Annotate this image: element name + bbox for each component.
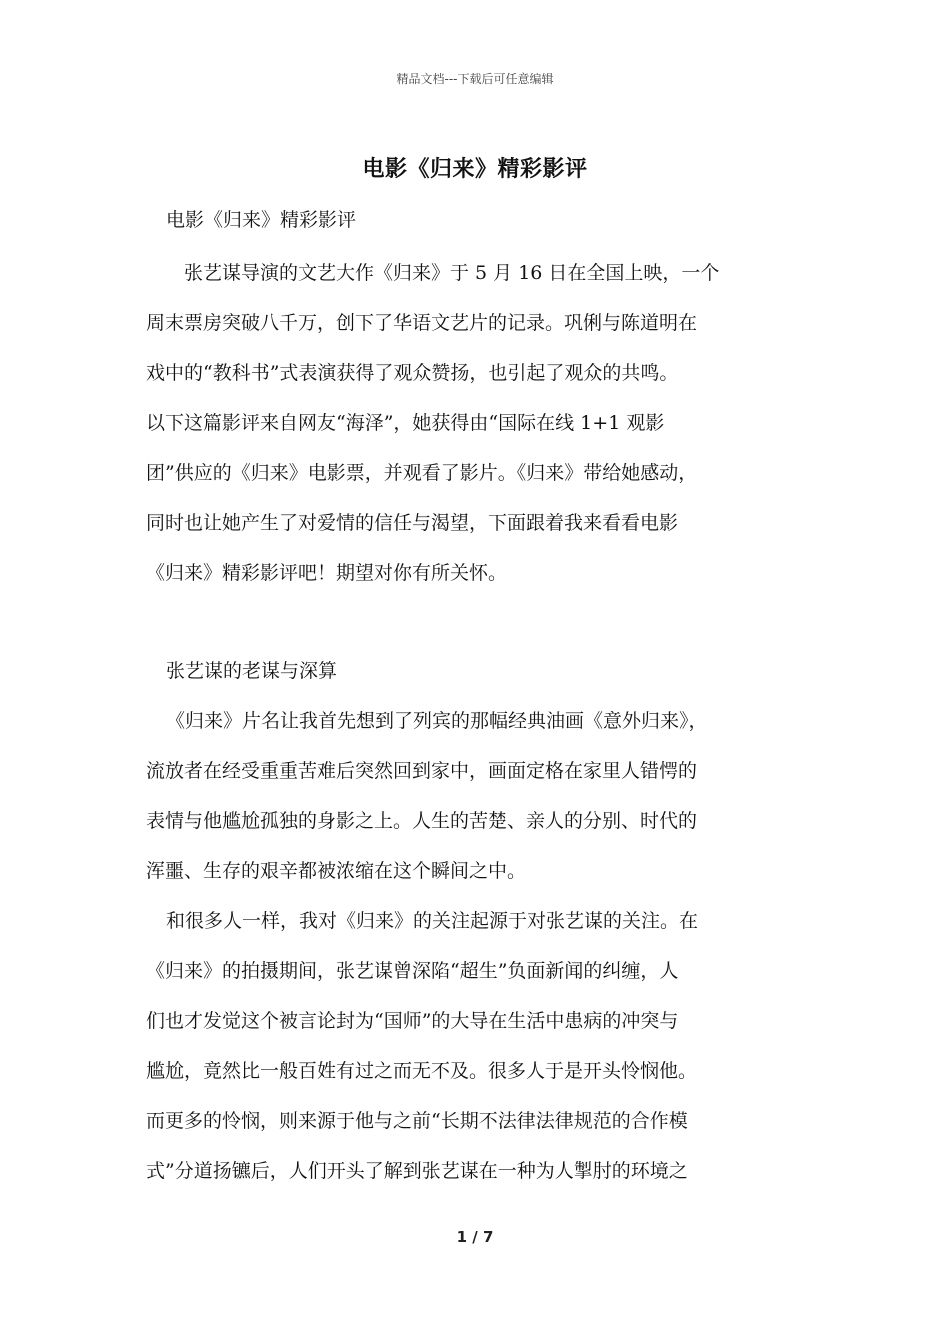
paragraph-line: 表情与他尴尬孤独的身影之上。人生的苦楚、亲人的分别、时代的 xyxy=(146,810,698,832)
page-number: 1 / 7 xyxy=(456,1228,494,1246)
paragraph-line: 而更多的怜悯，则来源于他与之前“长期不法律法律规范的合作模 xyxy=(146,1110,688,1132)
body-paragraph xyxy=(146,706,821,906)
paragraph-line: 尴尬，竟然比一般百姓有过之而无不及。很多人于是开头怜悯他。 xyxy=(146,1060,698,1082)
intro-paragraph xyxy=(146,258,821,608)
section-heading: 张艺谋的老谋与深算 xyxy=(166,660,338,682)
paragraph-line: 式”分道扬镳后，人们开头了解到张艺谋在一种为人掣肘的环境之 xyxy=(146,1160,688,1182)
paragraph-line: 以下这篇影评来自网友“海泽”，她获得由“国际在线 1+1 观影 xyxy=(146,412,665,434)
paragraph-line: 团”供应的《归来》电影票，并观看了影片。《归来》带给她感动， xyxy=(146,462,698,484)
paragraph-line: 流放者在经受重重苦难后突然回到家中，画面定格在家里人错愕的 xyxy=(146,760,698,782)
paragraph-line: 们也才发觉这个被言论封为“国师”的大导在生活中患病的冲突与 xyxy=(146,1010,679,1032)
paragraph-line: 《归来》精彩影评吧！期望对你有所关怀。 xyxy=(146,562,508,584)
paragraph-line: 浑噩、生存的艰辛都被浓缩在这个瞬间之中。 xyxy=(146,860,527,882)
document-title: 电影《归来》精彩影评 xyxy=(362,156,588,182)
subtitle: 电影《归来》精彩影评 xyxy=(166,209,357,231)
paragraph-line: 周末票房突破八千万，创下了华语文艺片的记录。巩俐与陈道明在 xyxy=(146,312,698,334)
paragraph-line: 戏中的“教科书”式表演获得了观众赞扬，也引起了观众的共鸣。 xyxy=(146,362,679,384)
paragraph-line: 张艺谋导演的文艺大作《归来》于 5 月 16 日在全国上映，一个 xyxy=(184,262,720,284)
header-note: 精品文档---下载后可任意编辑 xyxy=(396,72,554,86)
paragraph-line: 《归来》片名让我首先想到了列宾的那幅经典油画《意外归来》， xyxy=(166,710,708,732)
body-paragraph xyxy=(146,906,821,1206)
paragraph-line: 《归来》的拍摄期间，张艺谋曾深陷“超生”负面新闻的纠缠，人 xyxy=(146,960,679,982)
paragraph-line: 和很多人一样，我对《归来》的关注起源于对张艺谋的关注。在 xyxy=(166,910,699,932)
paragraph-line: 同时也让她产生了对爱情的信任与渴望，下面跟着我来看看电影 xyxy=(146,512,679,534)
